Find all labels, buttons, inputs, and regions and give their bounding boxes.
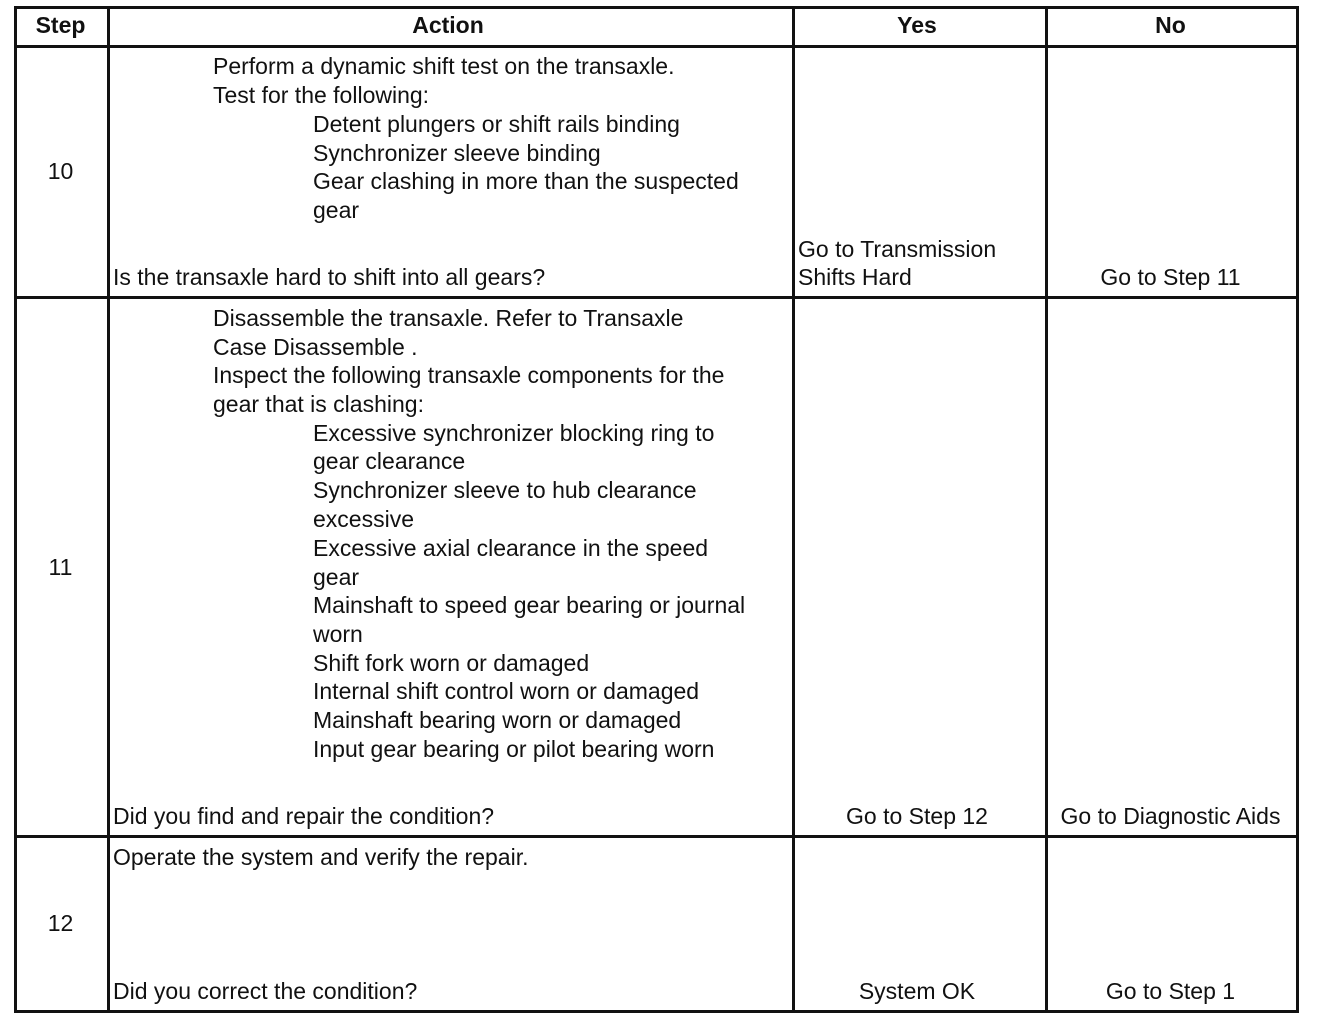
header-no: No [1155, 12, 1186, 38]
yes-result: Go to Transmission [798, 236, 997, 262]
action-list-item: Gear clashing in more than the suspected [313, 168, 739, 194]
action-list-item: Mainshaft bearing worn or damaged [313, 707, 682, 733]
column-divider [792, 9, 795, 1010]
action-list-item: gear clearance [313, 448, 466, 474]
header-action: Action [412, 12, 484, 38]
action-intro-line: gear that is clashing: [213, 391, 424, 417]
action-list-item: excessive [313, 506, 414, 532]
yes-result: Go to Step 12 [846, 803, 988, 829]
row-divider [17, 296, 1296, 299]
action-list-item: Input gear bearing or pilot bearing worn [313, 736, 715, 762]
action-list-item: Detent plungers or shift rails binding [313, 111, 680, 137]
column-divider [1045, 9, 1048, 1010]
action-intro-line: Inspect the following transaxle components for the [213, 362, 725, 388]
action-list-item: Synchronizer sleeve binding [313, 140, 601, 166]
action-list-item: Shift fork worn or damaged [313, 650, 590, 676]
row-divider [17, 835, 1296, 838]
action-question: Is the transaxle hard to shift into all gears? [113, 264, 546, 290]
action-list-item: gear [313, 197, 360, 223]
action-question: Did you correct the condition? [113, 978, 418, 1004]
step-number: 10 [47, 158, 74, 184]
yes-result: System OK [858, 978, 976, 1004]
no-result: Go to Diagnostic Aids [1060, 803, 1281, 829]
action-list-item: Excessive axial clearance in the speed [313, 535, 709, 561]
action-list-item: Mainshaft to speed gear bearing or journal [313, 592, 746, 618]
action-question: Did you find and repair the condition? [113, 803, 495, 829]
action-list-item: worn [313, 621, 363, 647]
yes-result: Shifts Hard [798, 264, 912, 290]
header-yes: Yes [897, 12, 937, 38]
action-intro-line: Perform a dynamic shift test on the transaxle. [213, 53, 675, 79]
row-divider [17, 45, 1296, 48]
action-list-item: gear [313, 564, 360, 590]
action-intro-line: Test for the following: [213, 82, 430, 108]
action-list-item: Excessive synchronizer blocking ring to [313, 420, 715, 446]
action-intro-line: Case Disassemble . [213, 334, 418, 360]
action-list-item: Internal shift control worn or damaged [313, 678, 700, 704]
step-number: 11 [48, 554, 73, 580]
step-number: 12 [47, 910, 74, 936]
column-divider [107, 9, 110, 1010]
action-intro-line: Operate the system and verify the repair. [113, 844, 529, 870]
no-result: Go to Step 1 [1105, 978, 1236, 1004]
header-step: Step [35, 12, 86, 38]
no-result: Go to Step 11 [1100, 264, 1241, 290]
action-list-item: Synchronizer sleeve to hub clearance [313, 477, 697, 503]
action-intro-line: Disassemble the transaxle. Refer to Transaxle [213, 305, 684, 331]
